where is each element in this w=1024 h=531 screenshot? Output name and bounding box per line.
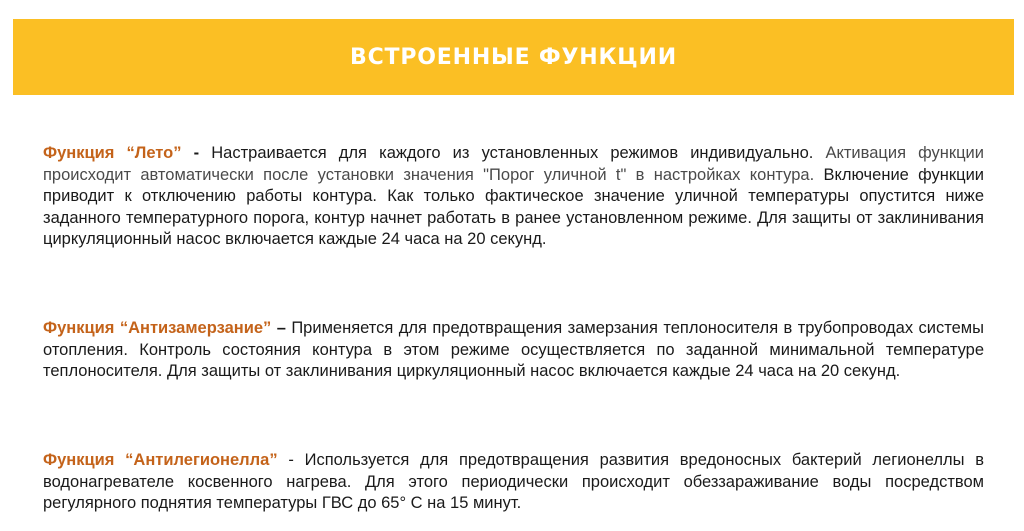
function-name: Функция “Лето” [43, 144, 182, 162]
separator: – [271, 319, 292, 337]
section-header-banner [13, 19, 1014, 95]
function-antilegionella-paragraph [43, 450, 984, 515]
function-description: Применяется для предотвращения замерзания теплоносителя в трубопроводах системы отопления. Контроль состояния контура в этом режиме осуществляется по заданной минимальной температуре теплоносителя. Для защиты от заклинивания циркуляционный насос включается каждые 24 часа на 20 секунд. [43, 319, 984, 380]
function-name: Функция “Антизамерзание” [43, 319, 272, 337]
function-activation-note: Активация функции происходит автоматически после установки значения "Порог уличной t" в настройках контура. [43, 144, 984, 184]
function-description-continued: Включение функции приводит к отключению работы контура. Как только фактическое значение уличной температуры опустится ниже заданного температурного порога, контур начнет работать в ранее установленном режиме. Для защиты от заклинивания циркуляционный насос включается каждые 24 часа на 20 секунд. [43, 165, 985, 248]
function-summer-paragraph [43, 143, 984, 251]
function-name: Функция “Антилегионелла” [43, 451, 278, 469]
separator: - [181, 144, 212, 162]
function-description: Используется для предотвращения развития вредоносных бактерий легионеллы в водонагревателе косвенного нагрева. Для этого периодически происходит обеззараживание воды посредством регулярного поднятия температуры ГВС до 65° С на 15 минут. [43, 451, 984, 512]
function-description: Настраивается для каждого из установленных режимов индивидуально. [211, 144, 826, 162]
separator: - [277, 451, 305, 469]
function-antifreeze-paragraph [43, 318, 984, 383]
section-title: ВСТРОЕННЫЕ ФУНКЦИИ [350, 44, 677, 70]
